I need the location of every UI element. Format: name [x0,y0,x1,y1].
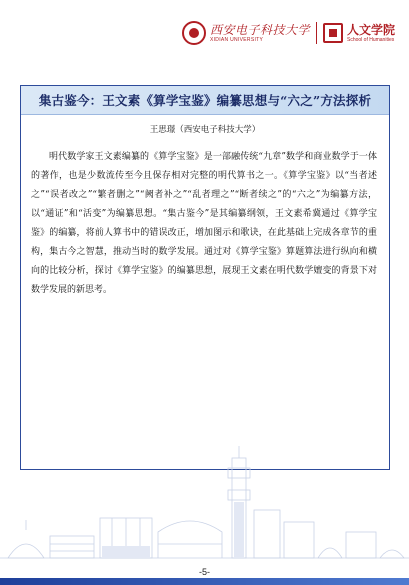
header-logos [182,18,395,48]
school-logo [323,23,395,43]
campus-skyline-illustration [0,440,409,570]
xidian-logo [182,21,310,45]
bottom-stripe [0,578,409,585]
article-abstract: 明代数学家王文素编纂的《算学宝鉴》是一部融传统“九章”数学和商业数学于一体的著作，也是少数流传至今且保存相对完整的明代算书之一。《算学宝鉴》以“当者述之”“误者改之”“繁者删之”“阙者补之”“乱者理之”“断者续之”的“六之”为编纂方法，以“通证”和“活变”为编纂思想。“集古鉴今”是其编纂纲领，王文素希冀通过《算学宝鉴》的编纂，将前人算书中的错误改正，增加图示和歌诀，在此基础上完成各章节的重构，集古今之智慧，推动当时的数学发展。通过对《算学宝鉴》算题算法进行纵向和横向的比较分析，探讨《算学宝鉴》的编纂思想，展现王文素在明代数学嬗变的背景下对数学发展的新思考。 [31,152,377,295]
university-name-cn: 西安电子科技大学 [209,22,310,37]
school-name-en: School of Humanities [346,36,395,43]
school-emblem-icon [323,23,343,43]
school-name-cn: 人文学院 [346,22,395,37]
header-divider [316,22,317,44]
article-title: 集古鉴今：王文素《算学宝鉴》编纂思想与“六之”方法探析 [38,93,372,108]
article-author: 王思璟（西安电子科技大学） [149,125,261,135]
university-seal-icon [182,21,206,45]
university-name-en: XIDIAN UNIVERSITY [209,36,264,43]
title-bar [21,86,389,115]
page-number: -5- [199,567,210,577]
article-frame [20,85,390,470]
